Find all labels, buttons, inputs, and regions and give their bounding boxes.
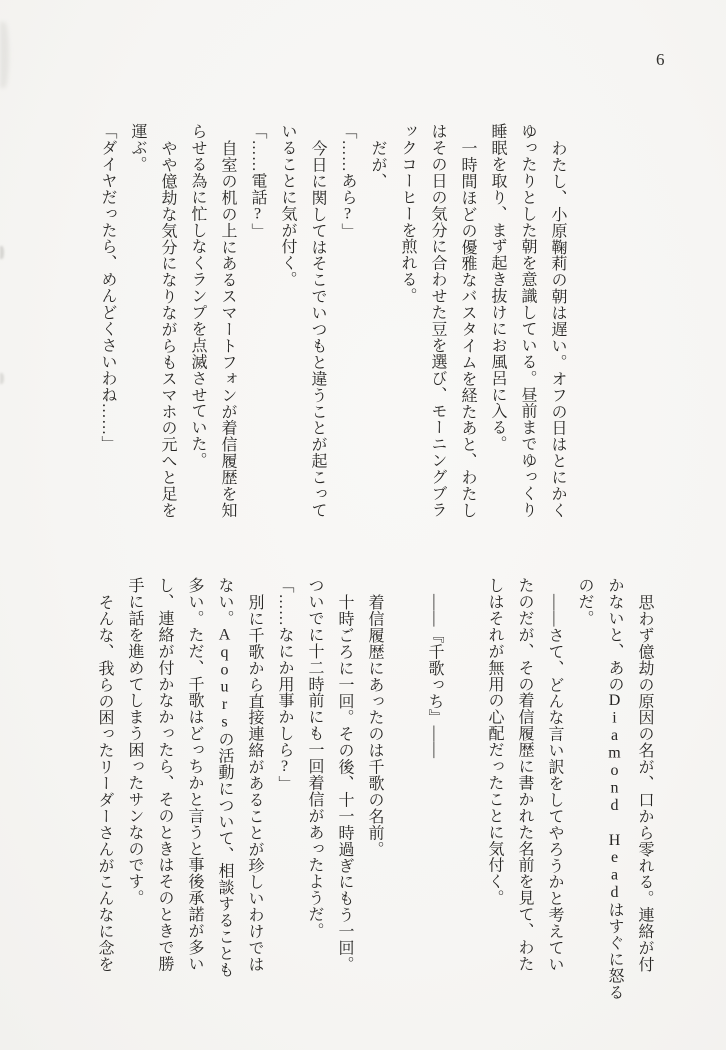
text-line — [389, 577, 419, 981]
text-line: かないと、あのDiamond Headはすぐに怒る — [606, 577, 623, 1001]
lower-text-block — [89, 577, 659, 1001]
text-line: 「ダイヤだったら、めんどくさいわね……」 — [99, 123, 116, 452]
text-line: のだ。 — [576, 577, 593, 627]
text-line: 運ぶ。 — [129, 123, 146, 173]
text-line: はその日の気分に合わせた豆を選び、モーニングブラ — [429, 123, 446, 518]
text-line: 手に話を進めてしまう困ったサンなのです。 — [126, 577, 143, 906]
text-line — [449, 577, 479, 981]
text-line: いることに気が付く。 — [279, 123, 296, 288]
text-line: だが、 — [369, 139, 386, 189]
text-line: やや億劫な気分になりながらもスマホの元へと足を — [159, 139, 176, 518]
text-line: 思わず億劫の原因の名が、口から零れる。連絡が付 — [636, 593, 653, 972]
text-line: そんな、我らの困ったリーダーさんがこんなに念を — [96, 593, 113, 972]
latin-run: Diamond Head — [606, 692, 623, 902]
scan-artifact-speck — [0, 373, 4, 384]
text-line: し、連絡が付かなかったら、そのときはそのときで勝 — [156, 577, 173, 972]
latin-run: ? — [339, 205, 356, 223]
text-line: 別に千歌から直接連絡があることが珍しいわけでは — [246, 593, 263, 972]
text-line: たのだが、その着信履歴に書かれた名前を見て、わた — [516, 577, 533, 972]
text-line: ない。Aqoursの活動について、相談することも — [216, 577, 233, 978]
text-line: しはそれが無用の心配だったことに気付く。 — [486, 577, 503, 906]
scan-artifact-corner — [0, 22, 9, 88]
text-line: 多い。ただ、千歌はどっちかと言うと事後承諾が多い — [186, 577, 203, 972]
text-line: わたし、小原鞠莉の朝は遅い。オフの日はとにかく — [549, 139, 566, 518]
text-line: 「……電話?」 — [249, 123, 266, 240]
text-line: 「……なにか用事かしら?」 — [276, 577, 293, 792]
text-line: ゆったりとした朝を意識している。昼前までゆっくり — [519, 123, 536, 518]
text-line: ックコーヒーを煎れる。 — [399, 123, 416, 304]
text-line: 今日に関してはそこでいつもと違うことが起こって — [309, 139, 326, 518]
upper-text-block — [92, 123, 572, 527]
latin-run: ? — [276, 757, 293, 776]
text-line: ついでに十二時前にも一回着信があったようだ。 — [306, 577, 323, 939]
text-line: 十時ごろに一回。その後、十一時過ぎにもう一回。 — [336, 593, 353, 972]
text-line: 睡眠を取り、まず起き抜けにお風呂に入る。 — [489, 123, 506, 452]
text-line: 「……あら?」 — [339, 123, 356, 240]
text-line: 一時間ほどの優雅なバスタイムを経たあと、わたし — [459, 139, 476, 518]
latin-run: Aqours — [216, 626, 233, 732]
latin-run: ? — [249, 205, 266, 223]
text-line: らせる為に忙しなくランプを点滅させていた。 — [189, 123, 206, 469]
page-number: 6 — [656, 50, 665, 69]
text-line: 自室の机の上にあるスマートフォンが着信履歴を知 — [219, 139, 236, 518]
text-line: ――『千歌っち』―― — [426, 593, 443, 758]
scan-artifact-speck — [0, 246, 4, 259]
text-line: 着信履歴にあったのは千歌の名前。 — [366, 593, 383, 857]
text-line: ――さて、どんな言い訳をしてやろうかと考えてい — [546, 593, 563, 972]
